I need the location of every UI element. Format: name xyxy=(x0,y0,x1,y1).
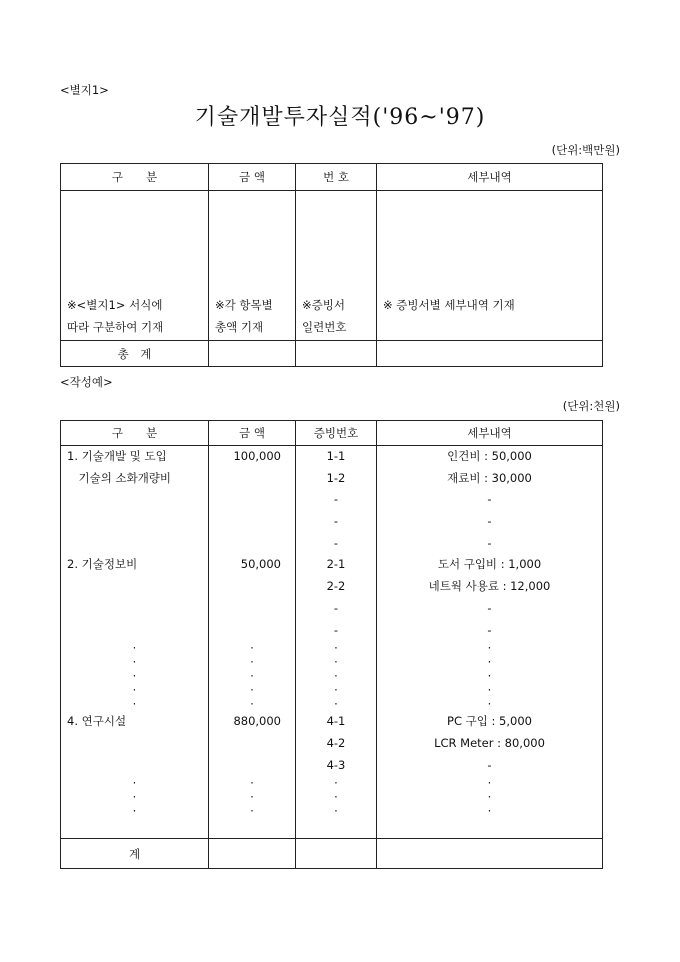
evidence-number-line: - xyxy=(333,514,339,529)
amount-line: 100,000 xyxy=(233,449,281,463)
category-line: 기술의 소화개량비 xyxy=(67,470,172,485)
instruction-line: ※증빙서 xyxy=(302,298,345,312)
instruction-line: 일련번호 xyxy=(302,320,347,334)
instruction-line: 따라 구분하여 기재 xyxy=(67,320,164,334)
total-label: 계 xyxy=(61,839,209,869)
total-number-cell xyxy=(296,839,377,869)
ellipsis-dot: · xyxy=(250,641,254,656)
total-label: 총 계 xyxy=(61,341,209,367)
header-details: 세부내역 xyxy=(377,421,603,446)
details-line: PC 구입 : 5,000 xyxy=(447,714,532,729)
ellipsis-dot: · xyxy=(334,683,338,698)
summary-table xyxy=(60,163,603,367)
ellipsis-dot: · xyxy=(250,804,254,819)
details-line: - xyxy=(487,492,492,507)
category-column xyxy=(61,446,209,839)
ellipsis-dot: · xyxy=(132,697,137,712)
ellipsis-dot: · xyxy=(334,776,338,791)
evidence-number-line: 4-3 xyxy=(326,757,346,772)
ellipsis-dot: · xyxy=(334,655,338,670)
unit-label-2: (단위:천원) xyxy=(562,399,620,413)
amount-line xyxy=(209,468,295,490)
amount-line: 50,000 xyxy=(240,557,281,572)
total-details-cell xyxy=(377,839,603,869)
evidence-number-line: - xyxy=(333,492,339,507)
unit-label-1: (단위:백만원) xyxy=(551,143,620,157)
ellipsis-dot: · xyxy=(334,697,338,712)
evidence-number-line: 2-1 xyxy=(326,557,346,572)
ellipsis-dot: · xyxy=(487,776,492,791)
example-label: <작성예> xyxy=(60,375,113,389)
header-amount: 금 액 xyxy=(209,421,296,446)
ellipsis-dot: · xyxy=(132,683,137,698)
instruction-line: 총액 기재 xyxy=(215,320,264,334)
ellipsis-dot: · xyxy=(250,776,254,791)
amount-line xyxy=(209,733,295,755)
details-column xyxy=(377,446,603,839)
category-line xyxy=(61,598,208,620)
category-line xyxy=(61,733,208,755)
details-line: 재료비 : 30,000 xyxy=(447,470,532,485)
evidence-number-line: - xyxy=(333,622,339,637)
ellipsis-dot: · xyxy=(487,804,492,819)
ellipsis-dot: · xyxy=(250,669,254,684)
evidence-number-line: 2-2 xyxy=(326,579,346,594)
amount-instructions xyxy=(209,191,296,341)
ellipsis-dot: · xyxy=(334,790,338,805)
category-line: 1. 기술개발 및 도입 xyxy=(67,449,167,463)
amount-line xyxy=(209,620,295,642)
amount-line xyxy=(209,533,295,555)
ellipsis-dot: · xyxy=(250,697,254,712)
ellipsis-dot: · xyxy=(132,790,137,805)
ellipsis-dot: · xyxy=(250,655,254,670)
form-label: <별지1> xyxy=(60,83,109,97)
amount-line xyxy=(209,755,295,777)
ellipsis-dot: · xyxy=(132,669,137,684)
header-category: 구 분 xyxy=(61,421,209,446)
category-instructions xyxy=(61,191,209,341)
evidence-number-line: 1-1 xyxy=(326,449,346,463)
amount-line xyxy=(209,576,295,598)
details-line: - xyxy=(487,514,492,529)
ellipsis-dot: · xyxy=(487,655,492,670)
document-title: 기술개발투자실적('96~'97) xyxy=(194,105,486,130)
amount-line xyxy=(209,511,295,533)
total-number-cell xyxy=(296,341,377,367)
amount-line xyxy=(209,598,295,620)
ellipsis-dot: · xyxy=(250,790,254,805)
category-line xyxy=(61,489,208,511)
evidence-number-line: 1-2 xyxy=(326,470,346,485)
ellipsis-dot: · xyxy=(487,697,492,712)
header-number: 번 호 xyxy=(296,164,377,191)
amount-column xyxy=(209,446,296,839)
category-line: 4. 연구시설 xyxy=(67,714,127,729)
example-table xyxy=(60,420,603,869)
details-line: 인건비 : 50,000 xyxy=(447,449,532,463)
ellipsis-dot: · xyxy=(334,804,338,819)
details-line: - xyxy=(487,535,492,550)
total-amount-cell xyxy=(209,839,296,869)
details-line: 도서 구입비 : 1,000 xyxy=(437,557,542,572)
ellipsis-dot: · xyxy=(132,776,137,791)
ellipsis-dot: · xyxy=(132,655,137,670)
details-line: LCR Meter : 80,000 xyxy=(434,735,545,750)
instruction-line: ※<별지1> 서식에 xyxy=(67,298,163,312)
evidence-number-line: - xyxy=(333,600,339,615)
total-amount-cell xyxy=(209,341,296,367)
instruction-line: ※ 증빙서별 세부내역 기재 xyxy=(383,298,515,312)
amount-line xyxy=(209,489,295,511)
ellipsis-dot: · xyxy=(487,683,492,698)
ellipsis-dot: · xyxy=(334,669,338,684)
header-details: 세부내역 xyxy=(377,164,603,191)
category-line xyxy=(61,576,208,598)
details-line: 네트웍 사용료 : 12,000 xyxy=(428,579,551,594)
ellipsis-dot: · xyxy=(487,790,492,805)
details-line: - xyxy=(487,622,492,637)
category-line: 2. 기술정보비 xyxy=(67,557,138,572)
amount-line: 880,000 xyxy=(233,714,281,729)
header-amount: 금 액 xyxy=(209,164,296,191)
header-evidence-number: 증빙번호 xyxy=(296,421,377,446)
details-line: - xyxy=(487,600,492,615)
category-line xyxy=(61,755,208,777)
details-line: - xyxy=(487,757,492,772)
header-category: 구 분 xyxy=(61,164,209,191)
total-details-cell xyxy=(377,341,603,367)
details-instructions xyxy=(377,191,603,341)
number-instructions xyxy=(296,191,377,341)
ellipsis-dot: · xyxy=(487,641,492,656)
evidence-number-column xyxy=(296,446,377,839)
ellipsis-dot: · xyxy=(250,683,254,698)
category-line xyxy=(61,511,208,533)
ellipsis-dot: · xyxy=(487,669,492,684)
evidence-number-line: 4-2 xyxy=(326,735,346,750)
evidence-number-line: - xyxy=(333,535,339,550)
ellipsis-dot: · xyxy=(132,804,137,819)
category-line xyxy=(61,620,208,642)
category-line xyxy=(61,533,208,555)
evidence-number-line: 4-1 xyxy=(326,714,346,729)
instruction-line: ※각 항목별 xyxy=(215,298,273,312)
ellipsis-dot: · xyxy=(334,641,338,656)
ellipsis-dot: · xyxy=(132,641,137,656)
